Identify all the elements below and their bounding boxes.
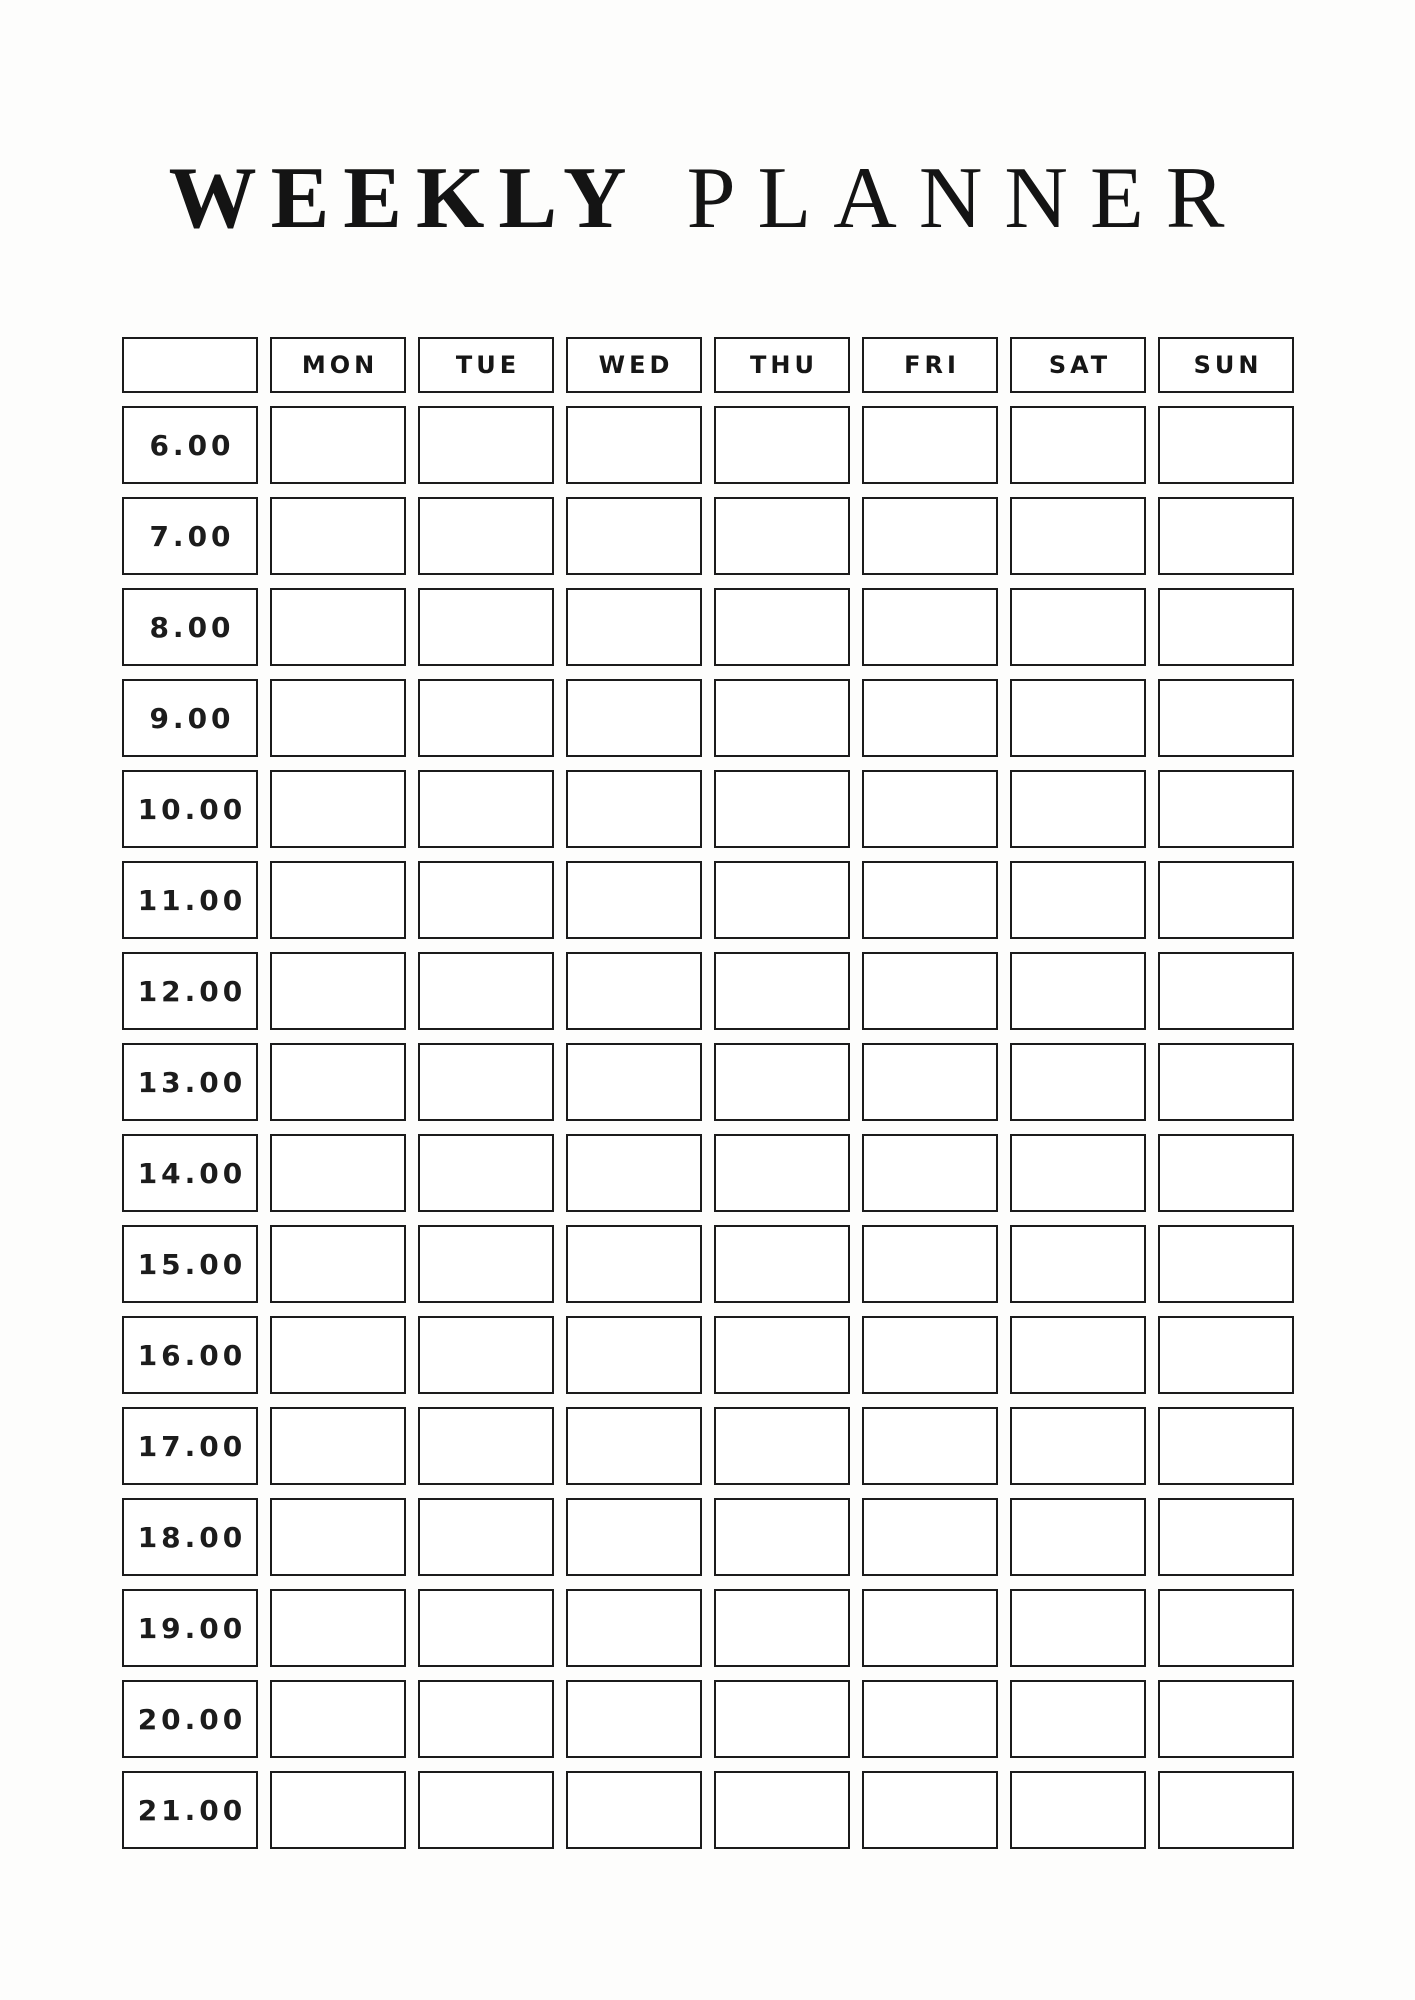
time-label-10-00: 10.00 bbox=[122, 770, 258, 848]
corner-cell bbox=[122, 337, 258, 393]
planner-cell-mon-7-00[interactable] bbox=[270, 497, 406, 575]
planner-cell-tue-12-00[interactable] bbox=[418, 952, 554, 1030]
planner-cell-mon-10-00[interactable] bbox=[270, 770, 406, 848]
planner-cell-sun-21-00[interactable] bbox=[1158, 1771, 1294, 1849]
planner-cell-thu-9-00[interactable] bbox=[714, 679, 850, 757]
time-label-7-00: 7.00 bbox=[122, 497, 258, 575]
planner-cell-sat-19-00[interactable] bbox=[1010, 1589, 1146, 1667]
time-label-17-00: 17.00 bbox=[122, 1407, 258, 1485]
time-label-19-00: 19.00 bbox=[122, 1589, 258, 1667]
planner-cell-wed-20-00[interactable] bbox=[566, 1680, 702, 1758]
title-word-planner: PLANNER bbox=[686, 150, 1247, 247]
time-label-16-00: 16.00 bbox=[122, 1316, 258, 1394]
planner-cell-thu-6-00[interactable] bbox=[714, 406, 850, 484]
planner-cell-thu-13-00[interactable] bbox=[714, 1043, 850, 1121]
planner-cell-sun-12-00[interactable] bbox=[1158, 952, 1294, 1030]
planner-cell-thu-18-00[interactable] bbox=[714, 1498, 850, 1576]
planner-cell-tue-21-00[interactable] bbox=[418, 1771, 554, 1849]
planner-cell-fri-17-00[interactable] bbox=[862, 1407, 998, 1485]
planner-cell-thu-10-00[interactable] bbox=[714, 770, 850, 848]
planner-cell-tue-13-00[interactable] bbox=[418, 1043, 554, 1121]
planner-cell-fri-6-00[interactable] bbox=[862, 406, 998, 484]
planner-cell-mon-21-00[interactable] bbox=[270, 1771, 406, 1849]
time-label-21-00: 21.00 bbox=[122, 1771, 258, 1849]
time-label-6-00: 6.00 bbox=[122, 406, 258, 484]
planner-cell-tue-17-00[interactable] bbox=[418, 1407, 554, 1485]
planner-cell-sun-19-00[interactable] bbox=[1158, 1589, 1294, 1667]
planner-cell-fri-20-00[interactable] bbox=[862, 1680, 998, 1758]
time-label-18-00: 18.00 bbox=[122, 1498, 258, 1576]
planner-grid bbox=[122, 337, 1294, 1849]
planner-cell-tue-11-00[interactable] bbox=[418, 861, 554, 939]
planner-cell-tue-16-00[interactable] bbox=[418, 1316, 554, 1394]
time-label-8-00: 8.00 bbox=[122, 588, 258, 666]
day-header-wed: WED bbox=[566, 337, 702, 393]
planner-cell-wed-7-00[interactable] bbox=[566, 497, 702, 575]
planner-cell-fri-19-00[interactable] bbox=[862, 1589, 998, 1667]
planner-cell-tue-18-00[interactable] bbox=[418, 1498, 554, 1576]
planner-cell-sun-8-00[interactable] bbox=[1158, 588, 1294, 666]
planner-cell-sat-14-00[interactable] bbox=[1010, 1134, 1146, 1212]
planner-cell-thu-7-00[interactable] bbox=[714, 497, 850, 575]
planner-cell-sat-13-00[interactable] bbox=[1010, 1043, 1146, 1121]
day-header-thu: THU bbox=[714, 337, 850, 393]
planner-cell-tue-6-00[interactable] bbox=[418, 406, 554, 484]
planner-cell-sun-20-00[interactable] bbox=[1158, 1680, 1294, 1758]
planner-cell-sat-16-00[interactable] bbox=[1010, 1316, 1146, 1394]
planner-cell-sat-7-00[interactable] bbox=[1010, 497, 1146, 575]
planner-cell-sat-9-00[interactable] bbox=[1010, 679, 1146, 757]
planner-cell-mon-18-00[interactable] bbox=[270, 1498, 406, 1576]
planner-cell-mon-16-00[interactable] bbox=[270, 1316, 406, 1394]
planner-cell-tue-19-00[interactable] bbox=[418, 1589, 554, 1667]
planner-cell-sun-15-00[interactable] bbox=[1158, 1225, 1294, 1303]
time-label-9-00: 9.00 bbox=[122, 679, 258, 757]
planner-cell-fri-9-00[interactable] bbox=[862, 679, 998, 757]
planner-cell-thu-8-00[interactable] bbox=[714, 588, 850, 666]
planner-cell-mon-6-00[interactable] bbox=[270, 406, 406, 484]
day-header-fri: FRI bbox=[862, 337, 998, 393]
planner-cell-fri-10-00[interactable] bbox=[862, 770, 998, 848]
day-header-sun: SUN bbox=[1158, 337, 1294, 393]
planner-cell-sat-21-00[interactable] bbox=[1010, 1771, 1146, 1849]
planner-cell-thu-21-00[interactable] bbox=[714, 1771, 850, 1849]
planner-cell-mon-15-00[interactable] bbox=[270, 1225, 406, 1303]
planner-cell-sat-8-00[interactable] bbox=[1010, 588, 1146, 666]
page-title bbox=[0, 150, 1415, 247]
time-label-11-00: 11.00 bbox=[122, 861, 258, 939]
planner-cell-mon-20-00[interactable] bbox=[270, 1680, 406, 1758]
planner-cell-tue-20-00[interactable] bbox=[418, 1680, 554, 1758]
planner-cell-wed-14-00[interactable] bbox=[566, 1134, 702, 1212]
planner-cell-wed-11-00[interactable] bbox=[566, 861, 702, 939]
planner-cell-wed-18-00[interactable] bbox=[566, 1498, 702, 1576]
planner-cell-fri-15-00[interactable] bbox=[862, 1225, 998, 1303]
planner-cell-sun-17-00[interactable] bbox=[1158, 1407, 1294, 1485]
planner-cell-sun-16-00[interactable] bbox=[1158, 1316, 1294, 1394]
planner-cell-mon-14-00[interactable] bbox=[270, 1134, 406, 1212]
planner-cell-sun-6-00[interactable] bbox=[1158, 406, 1294, 484]
planner-cell-sun-10-00[interactable] bbox=[1158, 770, 1294, 848]
planner-cell-thu-20-00[interactable] bbox=[714, 1680, 850, 1758]
planner-cell-thu-19-00[interactable] bbox=[714, 1589, 850, 1667]
planner-cell-sat-11-00[interactable] bbox=[1010, 861, 1146, 939]
planner-cell-tue-9-00[interactable] bbox=[418, 679, 554, 757]
planner-cell-sat-12-00[interactable] bbox=[1010, 952, 1146, 1030]
day-header-tue: TUE bbox=[418, 337, 554, 393]
planner-cell-sat-6-00[interactable] bbox=[1010, 406, 1146, 484]
planner-cell-wed-6-00[interactable] bbox=[566, 406, 702, 484]
planner-cell-sun-14-00[interactable] bbox=[1158, 1134, 1294, 1212]
planner-cell-wed-17-00[interactable] bbox=[566, 1407, 702, 1485]
planner-cell-mon-19-00[interactable] bbox=[270, 1589, 406, 1667]
planner-cell-fri-18-00[interactable] bbox=[862, 1498, 998, 1576]
planner-cell-fri-13-00[interactable] bbox=[862, 1043, 998, 1121]
planner-cell-thu-14-00[interactable] bbox=[714, 1134, 850, 1212]
title-word-weekly: WEEKLY bbox=[168, 150, 641, 247]
planner-cell-sat-15-00[interactable] bbox=[1010, 1225, 1146, 1303]
planner-cell-wed-8-00[interactable] bbox=[566, 588, 702, 666]
time-label-14-00: 14.00 bbox=[122, 1134, 258, 1212]
planner-cell-tue-7-00[interactable] bbox=[418, 497, 554, 575]
planner-cell-thu-15-00[interactable] bbox=[714, 1225, 850, 1303]
planner-cell-tue-10-00[interactable] bbox=[418, 770, 554, 848]
planner-cell-wed-9-00[interactable] bbox=[566, 679, 702, 757]
day-header-mon: MON bbox=[270, 337, 406, 393]
planner-cell-wed-15-00[interactable] bbox=[566, 1225, 702, 1303]
planner-cell-tue-8-00[interactable] bbox=[418, 588, 554, 666]
planner-cell-mon-12-00[interactable] bbox=[270, 952, 406, 1030]
planner-cell-mon-9-00[interactable] bbox=[270, 679, 406, 757]
planner-cell-sun-18-00[interactable] bbox=[1158, 1498, 1294, 1576]
planner-cell-fri-14-00[interactable] bbox=[862, 1134, 998, 1212]
planner-cell-fri-11-00[interactable] bbox=[862, 861, 998, 939]
planner-cell-wed-21-00[interactable] bbox=[566, 1771, 702, 1849]
time-label-20-00: 20.00 bbox=[122, 1680, 258, 1758]
planner-cell-sun-9-00[interactable] bbox=[1158, 679, 1294, 757]
day-header-sat: SAT bbox=[1010, 337, 1146, 393]
planner-cell-fri-16-00[interactable] bbox=[862, 1316, 998, 1394]
planner-cell-sat-17-00[interactable] bbox=[1010, 1407, 1146, 1485]
planner-cell-thu-17-00[interactable] bbox=[714, 1407, 850, 1485]
planner-cell-mon-11-00[interactable] bbox=[270, 861, 406, 939]
planner-cell-sun-7-00[interactable] bbox=[1158, 497, 1294, 575]
planner-cell-fri-8-00[interactable] bbox=[862, 588, 998, 666]
planner-cell-wed-13-00[interactable] bbox=[566, 1043, 702, 1121]
time-label-12-00: 12.00 bbox=[122, 952, 258, 1030]
planner-cell-mon-8-00[interactable] bbox=[270, 588, 406, 666]
planner-cell-wed-19-00[interactable] bbox=[566, 1589, 702, 1667]
planner-cell-sat-10-00[interactable] bbox=[1010, 770, 1146, 848]
planner-cell-fri-21-00[interactable] bbox=[862, 1771, 998, 1849]
time-label-13-00: 13.00 bbox=[122, 1043, 258, 1121]
planner-cell-fri-12-00[interactable] bbox=[862, 952, 998, 1030]
planner-cell-thu-16-00[interactable] bbox=[714, 1316, 850, 1394]
planner-cell-tue-14-00[interactable] bbox=[418, 1134, 554, 1212]
planner-cell-sun-13-00[interactable] bbox=[1158, 1043, 1294, 1121]
planner-cell-wed-16-00[interactable] bbox=[566, 1316, 702, 1394]
planner-cell-thu-12-00[interactable] bbox=[714, 952, 850, 1030]
planner-cell-sun-11-00[interactable] bbox=[1158, 861, 1294, 939]
planner-cell-wed-12-00[interactable] bbox=[566, 952, 702, 1030]
time-label-15-00: 15.00 bbox=[122, 1225, 258, 1303]
planner-cell-sat-20-00[interactable] bbox=[1010, 1680, 1146, 1758]
planner-cell-mon-13-00[interactable] bbox=[270, 1043, 406, 1121]
planner-cell-mon-17-00[interactable] bbox=[270, 1407, 406, 1485]
planner-cell-wed-10-00[interactable] bbox=[566, 770, 702, 848]
planner-cell-tue-15-00[interactable] bbox=[418, 1225, 554, 1303]
planner-cell-sat-18-00[interactable] bbox=[1010, 1498, 1146, 1576]
planner-cell-fri-7-00[interactable] bbox=[862, 497, 998, 575]
planner-cell-thu-11-00[interactable] bbox=[714, 861, 850, 939]
